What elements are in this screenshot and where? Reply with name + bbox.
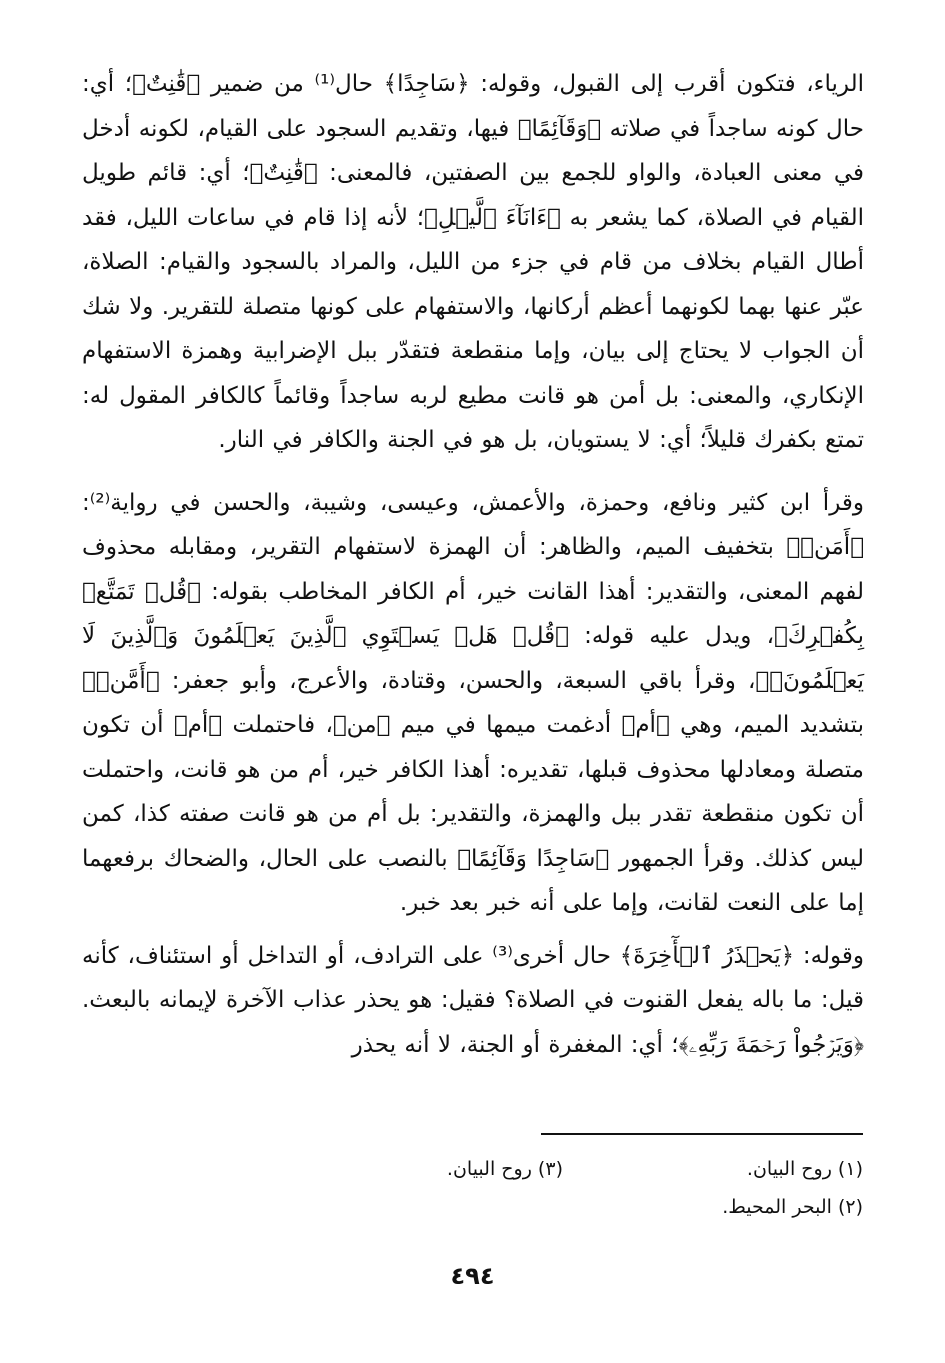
footnote-1: (١) روح البيان. (746, 1158, 863, 1180)
footnote-3: (٣) روح البيان. (446, 1158, 563, 1180)
paragraph-2: وقرأ ابن كثير ونافع، وحمزة، والأعمش، وعيسى، وشيبة، والحسن في رواية⁽²⁾: ﴿أَمَنۡ﴾ بتخفيف الميم، والظاهر: أن الهمزة لاستفهام التقرير، ومقابله محذوف لفهم المعنى، والتقدير: أهذا القانت خير، أم الكافر المخاطب بقوله: ﴿قُلۡ تَمَتَّعۡ بِكُفۡرِكَ﴾، ويدل عليه قوله: ﴿قُلۡ هَلۡ يَسۡتَوِي ٱلَّذِينَ يَعۡلَمُونَ وَٱلَّذِينَ لَا يَعۡلَمُونَۗ﴾، وقرأ باقي السبعة، والحسن، وقتادة، والأعرج، وأبو جعفر: ﴿أَمَّنۡ﴾ بتشديد الميم، وهي ﴿أم﴾ أدغمت ميمها في ميم ﴿من﴾، فاحتملت ﴿أم﴾ أن تكون متصلة ومعادلها محذوف قبلها، تقديره: أهذا الكافر خير، أم من هو قانت، واحتملت أن تكون منقطعة تقدر ببل والهمزة، والتقدير: بل أم من هو قانت صفته كذا، كمن ليس كذلك. وقرأ الجمهور ﴿سَاجِدًا وَقَآئِمًا﴾ بالنصب على الحال، والضحاك برفعهما إما على النعت لقانت، وإما على أنه خبر بعد خبر. (82, 489, 864, 916)
footnote-2: (٢) البحر المحيط. (722, 1196, 863, 1218)
paragraph-1: الرياء، فتكون أقرب إلى القبول، وقوله: ﴿سَاجِدًا﴾ حال⁽¹⁾ من ضمير ﴿قَٰنِتٌ﴾؛ أي: حال كونه ساجداً في صلاته ﴿وَقَآئِمًا﴾ فيها، وتقديم السجود على القيام، لكونه أدخل في معنى العبادة، والواو للجمع بين الصفتين، فالمعنى: ﴿قَٰنِتٌ﴾؛ أي: قائم طويل القيام في الصلاة، كما يشعر به ﴿ءَانَآءَ ٱلَّيۡلِ﴾؛ لأنه إذا قام في ساعات الليل، فقد أطال القيام بخلاف من قام في جزء من الليل، والمراد بالسجود والقيام: الصلاة، عبّر عنها بهما لكونهما أعظم أركانها، والاستفهام على كونها متصلة للتقرير. ولا شك أن الجواب لا يحتاج إلى بيان، وإما منقطعة فتقدّر ببل الإضرابية وهمزة الاستفهام الإنكاري، والمعنى: بل أمن هو قانت مطيع لربه ساجداً وقائماً كالكافر المقول له: تمتع بكفرك قليلاً؛ أي: لا يستويان، بل هو في الجنة والكافر في النار. (82, 71, 864, 453)
page-body (82, 62, 864, 1067)
footnote-row-1 (263, 1150, 863, 1188)
page-number: ٤٩٤ (450, 1262, 495, 1290)
paragraph-3: وقوله: ﴿يَحۡذَرُ ٱلۡأٓخِرَةَ﴾ حال أخرى⁽³⁾ على الترادف، أو التداخل أو استئناف، كأنه قيل: ما باله يفعل القنوت في الصلاة؟ فقيل: هو يحذر عذاب الآخرة لإيمانه بالبعث. ﴿وَيَرۡجُواْ رَحۡمَةَ رَبِّهِۦ﴾؛ أي: المغفرة أو الجنة، لا أنه يحذر (82, 942, 865, 1058)
footnote-divider (541, 1133, 863, 1135)
footnote-row-2 (263, 1188, 863, 1226)
footnotes (263, 1150, 863, 1226)
